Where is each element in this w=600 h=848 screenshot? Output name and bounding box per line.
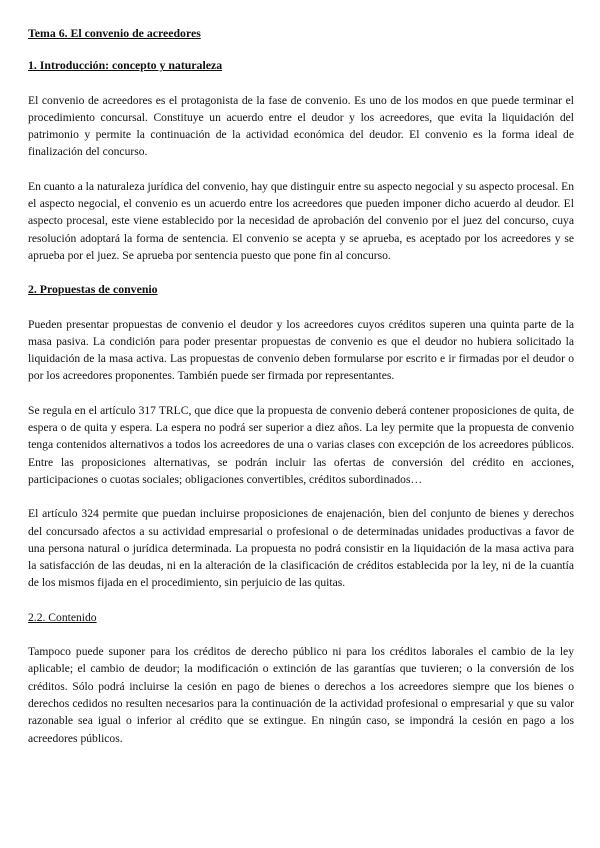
section-heading-propuestas: 2. Propuestas de convenio xyxy=(28,282,158,297)
paragraph: En cuanto a la naturaleza jurídica del convenio, hay que distinguir entre su aspecto negocial y su aspecto procesal. En el aspecto negocial, el convenio es un acuerdo entre los acreedores que pueden imponer dicho acuerdo al deudor. El aspecto procesal, este viene establecido por la necesidad de aprobación del convenio por el juez del concurso, cuya resolución adoptará la forma de sentencia. El convenio se acepta y se aprueba, es aceptado por los acreedores y se aprueba por el juez. Se aprueba por sentencia puesto que pone fin al concurso. xyxy=(28,179,574,262)
section-heading-introduccion: 1. Introducción: concepto y naturaleza xyxy=(28,58,223,73)
document-title: Tema 6. El convenio de acreedores xyxy=(28,26,201,40)
paragraph: Pueden presentar propuestas de convenio el deudor y los acreedores cuyos créditos superen una quinta parte de la masa pasiva. La condición para poder presentar propuestas de convenio es que el deudor no hubiera solicitado la liquidación de la masa activa. Las propuestas de convenio deben formularse por escrito e ir firmadas por el deudor o por los acreedores proponentes. También puede ser firmada por representantes. xyxy=(28,317,574,383)
paragraph: Se regula en el artículo 317 TRLC, que dice que la propuesta de convenio deberá contener proposiciones de quita, de espera o de quita y espera. La espera no podrá ser superior a diez años. La ley permite que la propuesta de convenio tenga contenidos alternativos a todos los acreedores de una o varias clases con excepción de los acreedores públicos. Entre las proposiciones alternativas, se podrán incluir las ofertas de conversión del crédito en acciones, participaciones o cuotas sociales; obligaciones convertibles, créditos subordinados… xyxy=(28,403,574,486)
subsection-heading-contenido: 2.2. Contenido xyxy=(28,610,97,624)
paragraph: El artículo 324 permite que puedan incluirse proposiciones de enajenación, bien del conjunto de bienes y derechos del concursado afectos a su actividad empresarial o profesional o de determinadas unidades productivas a favor de una persona natural o jurídica determinada. La propuesta no podrá consistir en la liquidación de la masa activa para la satisfacción de las deudas, ni en la alteración de la clasificación de créditos establecida por la ley, ni de la cuantía de los mismos fijada en el procedimiento, sin perjuicio de las quitas. xyxy=(28,507,574,590)
paragraph: Tampoco puede suponer para los créditos de derecho público ni para los créditos laborales el cambio de la ley aplicable; el cambio de deudor; la modificación o extinción de las garantías que tuvieren; o la conversión de los créditos. Sólo podrá incluirse la cesión en pago de bienes o derechos a los acreedores siempre que los bienes o derechos cedidos no resulten necesarios para la continuación de la actividad profesional o empresarial y que su valor razonable sea igual o inferior al crédito que se extingue. En ningún caso, se impondrá la cesión en pago a los acreedores públicos. xyxy=(28,645,574,745)
document-page xyxy=(28,25,574,764)
paragraph: El convenio de acreedores es el protagonista de la fase de convenio. Es uno de los modos en que puede terminar el procedimiento concursal. Constituye un acuerdo entre el deudor y los acreedores, que evita la liquidación del patrimonio y permite la continuación de la actividad económica del deudor. El convenio es la forma ideal de finalización del concurso. xyxy=(28,93,574,159)
